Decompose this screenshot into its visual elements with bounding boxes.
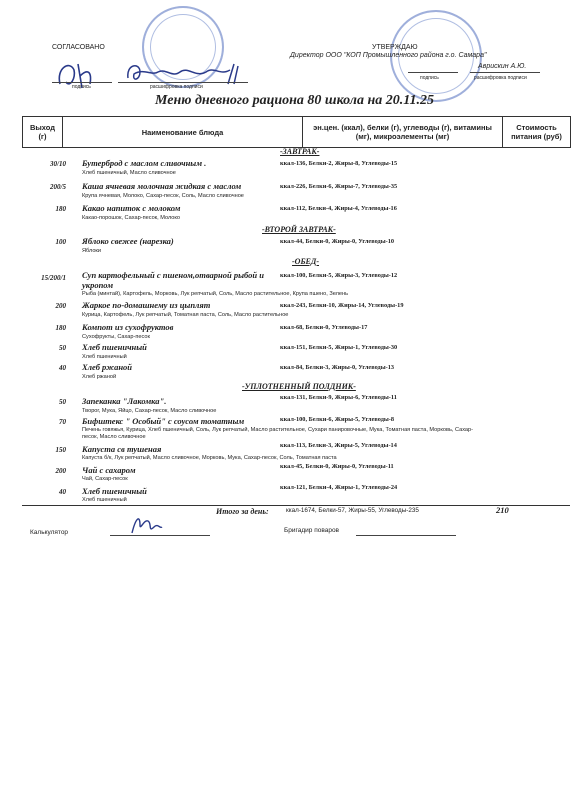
item-nutrition: ккал-100, Белки-6, Жиры-5, Углеводы-8 (280, 416, 395, 423)
item-nutrition: ккал-68, Белки-0, Углеводы-17 (280, 324, 368, 331)
item-weight: 100 (55, 238, 66, 246)
director-name: Аврискин А.Ю. (478, 63, 527, 70)
item-dish: Запеканка "Лакомка". (82, 396, 167, 406)
item-weight: 150 (55, 446, 66, 454)
item-ingredients: Курица, Картофель, Лук репчатый, Томатная паста, Соль, Масло растительное (82, 312, 289, 318)
section-title-snack: -УПЛОТНЕННЫЙ ПОЛДНИК- (242, 382, 356, 391)
item-weight: 40 (59, 364, 66, 372)
agreed-sign-line (52, 82, 112, 83)
page-title: Меню дневного рациона 80 школа на 20.11.25 (155, 93, 434, 108)
chef-label: Бригадир поваров (284, 527, 340, 534)
item-ingredients: Яблоки (82, 248, 102, 254)
item-dish: Жаркое по-домашнему из цыплят (82, 300, 211, 310)
total-rule (22, 505, 570, 506)
item-nutrition: ккал-112, Белки-4, Жиры-4, Углеводы-16 (280, 205, 397, 212)
item-ingredients: Хлеб ржаной (82, 374, 117, 380)
agreed-sign-caption: подпись (72, 84, 91, 90)
item-dish: Хлеб пшеничный (82, 342, 147, 352)
item-nutrition: ккал-100, Белки-5, Жиры-3, Углеводы-12 (280, 272, 398, 279)
item-ingredients: Печень говяжья, Курица, Хлеб пшеничный, Соль, Лук репчатый, Масло растительное, Сухари панировочные, Мука, Томатная паста, Морковь, Сахар-песок, Масло сливочное (82, 427, 474, 440)
item-dish: Капуста св тушеная (82, 444, 162, 454)
item-ingredients: Сухофрукты, Сахар-песок (82, 334, 150, 340)
item-dish: Бифштекс " Особый" с соусом томатным (82, 416, 245, 426)
item-ingredients: Хлеб пшеничный (82, 497, 127, 503)
item-weight: 200 (55, 302, 66, 310)
approved-sign-line (408, 72, 458, 73)
section-title-lunch: -ОБЕД- (292, 257, 319, 266)
item-ingredients: Какао-порошок, Сахар-песок, Молоко (82, 215, 181, 221)
item-weight: 180 (55, 324, 66, 332)
item-nutrition: ккал-121, Белки-4, Жиры-1, Углеводы-24 (280, 484, 398, 491)
item-weight: 200/5 (50, 183, 66, 191)
item-dish: Хлеб ржаной (82, 362, 133, 372)
item-dish: Суп картофельный с пшеном,отварной рыбой и укропом (82, 270, 264, 290)
weight-header: Выход (г) (23, 117, 63, 148)
item-dish: Каша ячневая молочная жидкая с маслом (82, 181, 242, 191)
menu-table-header (22, 116, 571, 148)
item-ingredients: Рыба (минтай), Картофель, Морковь, Лук репчатый, Соль, Масло растительное, Крупа пшено, Зелень (82, 291, 349, 297)
item-nutrition: ккал-243, Белки-10, Жиры-14, Углеводы-19 (280, 302, 404, 309)
item-weight: 200 (55, 467, 66, 475)
item-weight: 180 (55, 205, 66, 213)
item-dish: Бутерброд с маслом сливочным . (82, 158, 207, 168)
price-header: Стоимость питания (руб) (503, 117, 571, 148)
item-nutrition: ккал-151, Белки-5, Жиры-1, Углеводы-30 (280, 344, 398, 351)
calculator-signature-icon (128, 513, 164, 535)
approved-sign-caption: подпись (420, 75, 439, 81)
item-weight: 50 (59, 344, 66, 352)
item-ingredients: Капуста б/к, Лук репчатый, Масло сливочное, Морковь, Мука, Сахар-песок, Соль, Томатная паста (82, 455, 337, 461)
agreed-name-line (118, 82, 248, 83)
item-nutrition: ккал-113, Белки-3, Жиры-5, Углеводы-14 (280, 442, 397, 449)
calculator-line (110, 535, 210, 536)
approved-name-caption: расшифровка подписи (474, 75, 527, 81)
director-line: Директор ООО "КОП Промышленного района г.о. Самара" (290, 52, 487, 59)
item-ingredients: Творог, Мука, Яйцо, Сахар-песок, Масло сливочное (82, 408, 217, 414)
item-nutrition: ккал-44, Белки-0, Жиры-0, Углеводы-10 (280, 238, 395, 245)
dish-header: Наименование блюда (63, 117, 303, 148)
total-price: 210 (496, 505, 509, 515)
agreed-name-caption: расшифровка подписи (150, 84, 203, 90)
item-ingredients: Чай, Сахар-песок (82, 476, 128, 482)
item-dish: Какао напиток с молоком (82, 203, 181, 213)
director-name-line (470, 72, 540, 73)
item-weight: 40 (59, 488, 66, 496)
item-nutrition: ккал-136, Белки-2, Жиры-8, Углеводы-15 (280, 160, 398, 167)
section-title-breakfast: -ЗАВТРАК- (280, 147, 320, 156)
approved-label: УТВЕРЖДАЮ (372, 44, 418, 51)
chef-line (356, 535, 456, 536)
item-ingredients: Крупа ячневая, Молоко, Сахар-песок, Соль, Масло сливочное (82, 193, 244, 199)
item-weight: 30/10 (50, 160, 66, 168)
item-dish: Хлеб пшеничный (82, 486, 147, 496)
total-nutrition: ккал-1674, Белки-57, Жиры-55, Углеводы-235 (286, 507, 419, 514)
item-weight: 70 (59, 418, 66, 426)
item-dish: Чай с сахаром (82, 465, 136, 475)
item-weight: 50 (59, 398, 66, 406)
item-nutrition: ккал-45, Белки-0, Жиры-0, Углеводы-11 (280, 463, 394, 470)
section-title-second-breakfast: -ВТОРОЙ ЗАВТРАК- (262, 225, 336, 234)
item-ingredients: Хлеб пшеничный, Масло сливочное (82, 170, 176, 176)
calculator-label: Калькулятор (30, 529, 69, 536)
total-label: Итого за день: (216, 507, 269, 516)
nutrition-header: эн.цен. (ккал), белки (г), углеводы (г), витамины (мг), микроэлементы (мг) (303, 117, 503, 148)
item-nutrition: ккал-84, Белки-3, Жиры-0, Углеводы-13 (280, 364, 395, 371)
item-dish: Компот из сухофруктов (82, 322, 174, 332)
item-ingredients: Хлеб пшеничный (82, 354, 127, 360)
item-dish: Яблоко свежее (нарезка) (82, 236, 174, 246)
item-nutrition: ккал-226, Белки-6, Жиры-7, Углеводы-35 (280, 183, 398, 190)
item-nutrition: ккал-131, Белки-9, Жиры-6, Углеводы-11 (280, 394, 397, 401)
agreed-label: СОГЛАСОВАНО (52, 44, 105, 51)
item-weight: 15/200/1 (41, 274, 66, 282)
